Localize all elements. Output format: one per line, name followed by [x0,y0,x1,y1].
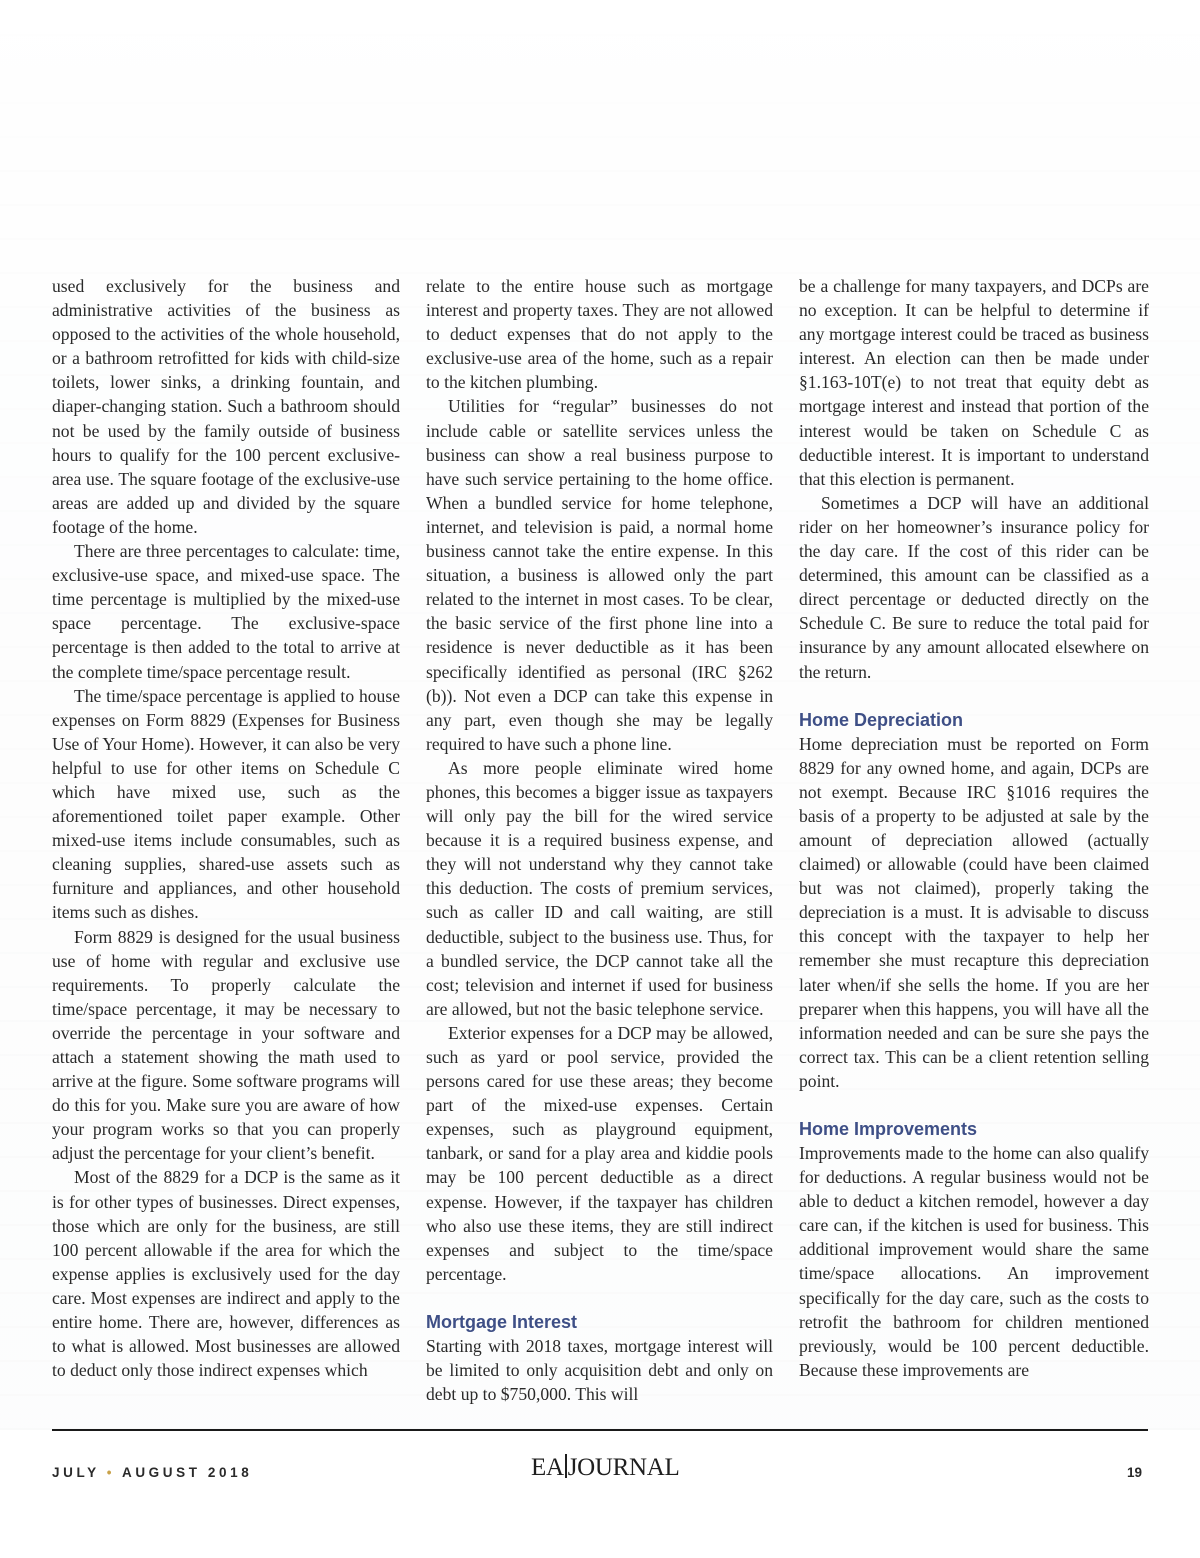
paragraph: Most of the 8829 for a DCP is the same as it is for other types of businesses. Direct expenses, those which are only for the business, are still 100 percent allowable if the area for which the expense applies is exclusively used for the day care. Most expenses are indirect and apply to the entire home. There are, however, differences as to what is allowed. Most businesses are allowed to deduct only those indirect expenses which [52,1167,400,1381]
section-heading-home-improvements: Home Improvements [799,1119,978,1139]
section-gap [799,1093,1149,1117]
paragraph: relate to the entire house such as mortgage interest and property taxes. They are not allowed to deduct expenses that do not apply to the exclusive-use area of the home, such as a repair to the kitchen plumbing. [426,276,773,393]
paragraph: As more people eliminate wired home phones, this becomes a bigger issue as taxpayers will only pay the bill for the wired service because it is a required business expense, and they will not understand why they cannot take this deduction. The costs of premium services, such as caller ID and call waiting, are still deductible, subject to the business use. Thus, for a bundled service, the DCP cannot take all the cost; television and internet if used for business are allowed, but not the basic telephone service. [426,757,773,1019]
paragraph: used exclusively for the business and administrative activities of the business as opposed to the activities of the whole household, or a bathroom retrofitted for kids with child-size toilets, lower sinks, a drinking fountain, and diaper-changing station. Such a bathroom should not be used by the family outside of business hours to qualify for the 100 percent exclusive-area use. The square footage of the exclusive-use areas are added up and divided by the square footage of the home. [52,276,400,537]
issue-month-2: AUGUST 2018 [121,1465,253,1480]
paragraph: The time/space percentage is applied to house expenses on Form 8829 (Expenses for Business Use of Your Home). However, it can also be very helpful to use for other items on Schedule C which have mixed use, such as the aforementioned toilet paper example. Other mixed-use items include consumables, such as cleaning supplies, shared-use assets such as furniture and appliances, and other household items such as dishes. [52,685,400,923]
paragraph: Form 8829 is designed for the usual business use of home with regular and exclusive use requirements. To properly calculate the time/space percentage, it may be necessary to override the percentage in your software and attach a statement showing the math used to arrive at the figure. Some software programs will do this for you. Make sure you are aware of how your program works so that you can properly adjust the percentage for your client’s benefit. [52,926,400,1164]
footer-rule [52,1429,1148,1431]
issue-date [52,1465,252,1480]
paragraph: Home depreciation must be reported on Form 8829 for any owned home, and again, DCPs are not exempt. Because IRC §1016 requires the basis of a property to be adjusted at sale by the amount of depreciation allowed (actually claimed) or allowable (could have been claimed but was not claimed), properly taking the depreciation is a must. It is advisable to discuss this concept with the taxpayer to help her remember she must recapture this depreciation later when/if she sells the home. If you are her preparer when this happens, you will have all the information needed and can be sure she pays the correct tax. This can be a client retention selling point. [799,733,1149,1091]
paragraph: Starting with 2018 taxes, mortgage interest will be limited to only acquisition debt and only on debt up to $750,000. This will [426,1335,773,1405]
article-column-2 [426,274,773,1406]
paragraph: Improvements made to the home can also qualify for deductions. A regular business would not be able to deduct a kitchen remodel, however a day care can, if the kitchen is used for business. This additional improvement would share the same time/space allocations. An improvement specifically for the day care, such as the costs to retrofit the bathroom for children mentioned previously, would be 100 percent deductible. Because these improvements are [799,1143,1149,1380]
section-gap [426,1286,773,1310]
paragraph: Exterior expenses for a DCP may be allowed, such as yard or pool service, provided the persons cared for use these areas; they become part of the mixed-use expenses. Certain expenses, such as playground equipment, tanbark, or sand for a play area and kiddie pools may be 100 percent deductible as a direct expense. However, if the taxpayer has children who also use these items, they are still indirect expenses and subject to the time/space percentage. [426,1022,773,1284]
ea-journal-logo [531,1454,680,1482]
page-number: 19 [1127,1465,1143,1480]
section-heading-mortgage-interest: Mortgage Interest [426,1311,578,1332]
section-heading-home-depreciation: Home Depreciation [799,709,964,730]
paragraph: There are three percentages to calculate: time, exclusive-use space, and mixed-use space. The time percentage is multiplied by the mixed-use space percentage. The exclusive-space percentage is then added to the total to arrive at the complete time/space percentage result. [52,541,400,682]
paragraph: Utilities for “regular” businesses do not include cable or satellite services unless the business can show a real business purpose to have such service pertaining to the home office. When a bundled service for home telephone, internet, and television is paid, a normal home business cannot take the entire expense. In this situation, a business is allowed only the part related to the internet in most cases. To be clear, the basic service of the first phone line into a residence is never deductible as it has been specifically identified as personal (IRC §262 (b)). Not even a DCP can take this expense in any part, even though she may be legally required to have such a phone line. [426,396,773,754]
logo-journal: JOURNAL [567,1454,680,1481]
section-gap [799,684,1149,708]
logo-divider [565,1454,567,1478]
paragraph: Sometimes a DCP will have an additional rider on her homeowner’s insurance policy for the day care. If the cost of this rider can be determined, this amount can be classified as a direct percentage or deducted directly on the Schedule C. Be sure to reduce the total paid for insurance by any amount allocated elsewhere on the return. [799,492,1149,682]
separator-dot: • [106,1465,116,1480]
issue-month-1: JULY [52,1465,100,1480]
article-column-3 [799,274,1149,1382]
paragraph: be a challenge for many taxpayers, and DCPs are no exception. It can be helpful to determine if any mortgage interest could be traced as business interest. An election can then be made under §1.163-10T(e) to not treat that equity debt as mortgage interest and instead that portion of the interest would be taken on Schedule C as deductible interest. It is important to understand that this election is permanent. [799,276,1149,489]
article-column-1 [52,274,400,1382]
logo-ea: EA [531,1454,564,1481]
